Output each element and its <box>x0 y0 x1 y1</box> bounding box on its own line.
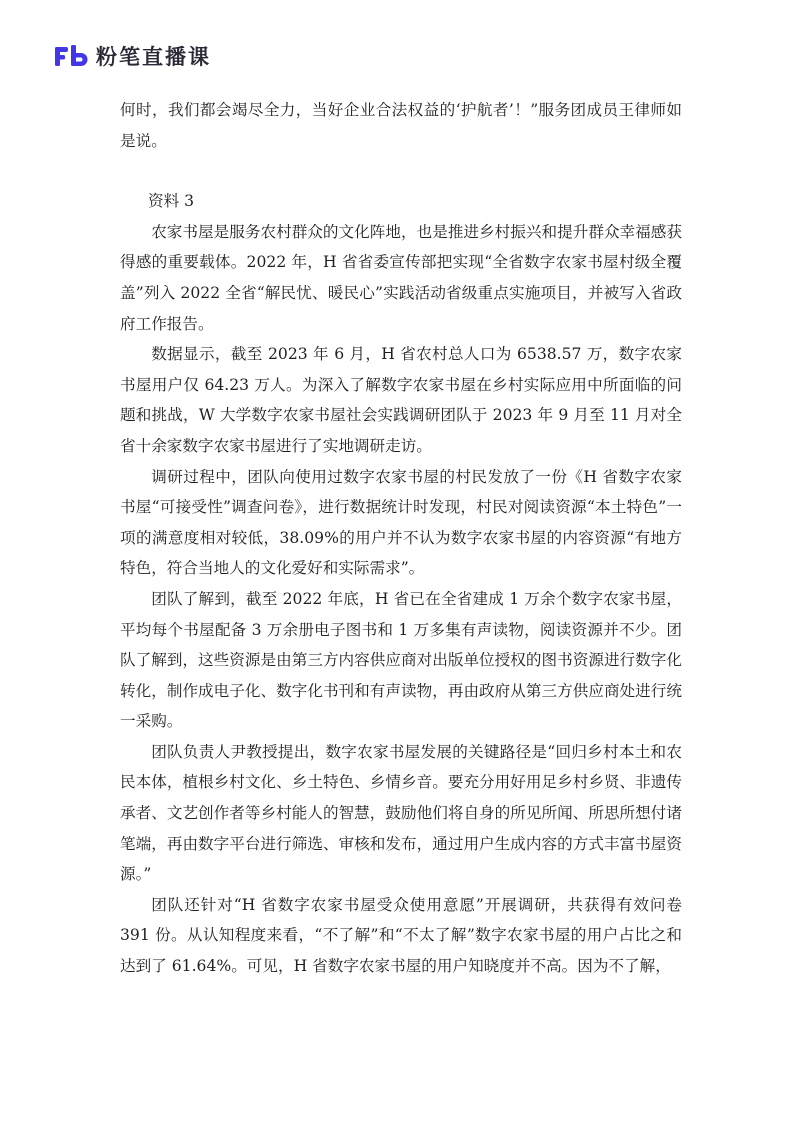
paragraph: 数据显示，截至 2023 年 6 月，H 省农村总人口为 6538.57 万，数字农家书屋用户仅 64.23 万人。为深入了解数字农家书屋在乡村实际应用中所面临的问题和挑战，W 大学数字农家书屋社会实践调研团队于 2023 年 9 月至 11 月对全省十余家数字农家书屋进行了实地调研走访。 <box>120 345 682 455</box>
section-label: 资料 3 <box>148 192 195 211</box>
brand-name: 粉笔直播课 <box>96 45 211 69</box>
paragraph: 调研过程中，团队向使用过数字农家书屋的村民发放了一份《H 省数字农家书屋“可接受性”调查问卷》，进行数据统计时发现，村民对阅读资源“本土特色”一项的满意度相对较低，38.09%的用户并不认为数字农家书屋的内容资源“有地方特色，符合当地人的文化爱好和实际需求”。 <box>120 467 682 578</box>
paragraph: 团队还针对“H 省数字农家书屋受众使用意愿”开展调研，共获得有效问卷 391 份。从认知程度来看，“不了解”和“不太了解”数字农家书屋的用户占比之和达到了 61.64%。可见，H 省数字农家书屋的用户知晓度并不高。因为不了解， <box>120 895 682 976</box>
paragraph: 团队了解到，截至 2022 年底，H 省已在全省建成 1 万余个数字农家书屋，平均每个书屋配备 3 万余册电子图书和 1 万多集有声读物，阅读资源并不少。团队了解到，这些资源是由第三方内容供应商对出版单位授权的图书资源进行数字化转化，制作成电子化、数字化书刊和有声读物，再由政府从第三方供应商处进行统一采购。 <box>120 589 682 731</box>
document-body <box>120 95 682 982</box>
paragraph-continued: 何时，我们都会竭尽全力，当好企业合法权益的‘护航者’！”服务团成员王律师如是说。 <box>120 101 682 150</box>
fenbi-logo-icon <box>54 44 90 68</box>
brand-logo <box>54 41 211 71</box>
spacer <box>120 156 682 186</box>
paragraph: 团队负责人尹教授提出，数字农家书屋发展的关键路径是“回归乡村本土和农民本体，植根乡村文化、乡土特色、乡情乡音。要充分用好用足乡村乡贤、非遗传承者、文艺创作者等乡村能人的智慧，鼓励他们将自身的所见所闻、所思所想付诸笔端，再由数字平台进行筛选、审核和发布，通过用户生成内容的方式丰富书屋资源。” <box>120 742 682 884</box>
paragraph: 农家书屋是服务农村群众的文化阵地，也是推进乡村振兴和提升群众幸福感获得感的重要载体。2022 年，H 省省委宣传部把实现“全省数字农家书屋村级全覆盖”列入 2022 全省“解民忧、暖民心”实践活动省级重点实施项目，并被写入省政府工作报告。 <box>120 222 682 333</box>
